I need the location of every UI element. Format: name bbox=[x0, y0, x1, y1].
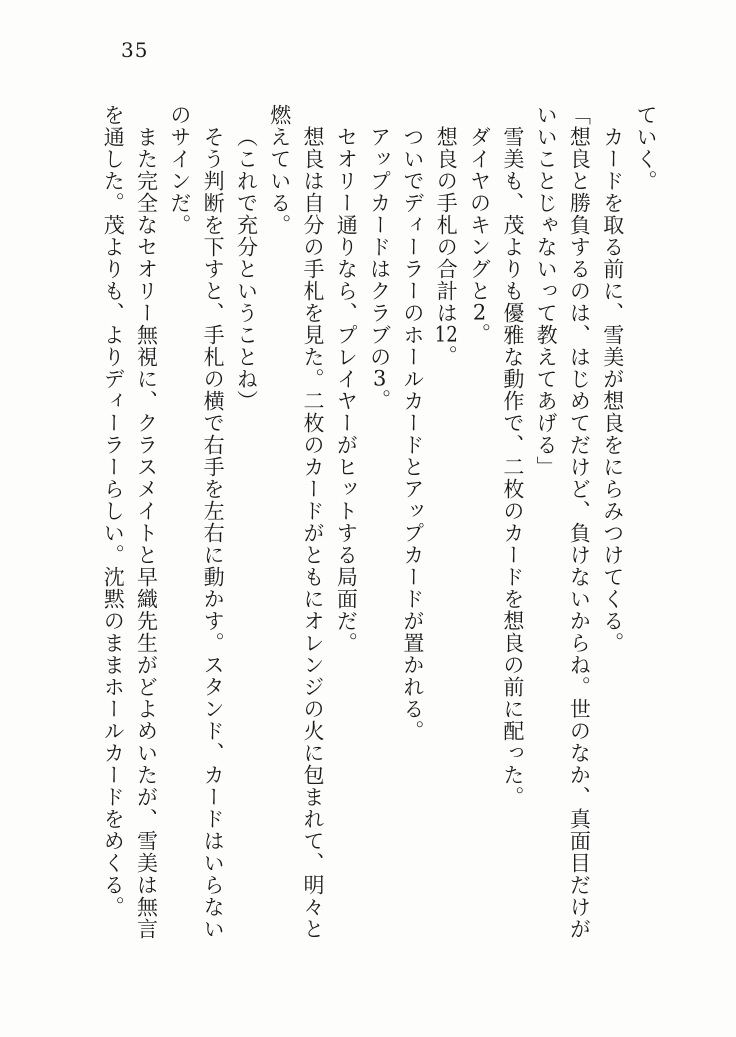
text-line: のサインだ。 bbox=[167, 104, 192, 236]
tatechuyoko-number: 2 bbox=[472, 302, 487, 323]
text-line: ダイヤのキングと2。 bbox=[467, 126, 492, 345]
text-line: 想良の手札の合計は12。 bbox=[434, 126, 459, 367]
text-line: また完全なセオリー無視に、クラスメイトと早織先生がどよめいたが、雪美は無言 bbox=[134, 126, 159, 940]
text-line: 想良は自分の手札を見た。二枚のカードがともにオレンジの火に包まれて、明々と bbox=[301, 126, 326, 940]
tatechuyoko-number: 3 bbox=[372, 368, 387, 389]
vertical-text-block bbox=[96, 104, 662, 944]
text-line: 「想良と勝負するのは、はじめてだけど、負けないからね。世のなか、真面目だけが bbox=[567, 104, 592, 940]
text-line: セオリー通りなら、プレイヤーがヒットする局面だ。 bbox=[334, 126, 359, 654]
tatechuyoko-number: 12 bbox=[434, 324, 458, 345]
text-line: 燃えている。 bbox=[267, 104, 292, 236]
text-line: ついでディーラーのホールカードとアップカードが置かれる。 bbox=[400, 126, 425, 742]
text-line: カードを取る前に、雪美が想良をにらみつけてくる。 bbox=[600, 126, 625, 654]
text-line: いいことじゃないって教えてあげる」 bbox=[534, 104, 559, 478]
text-line: 雪美も、茂よりも優雅な動作で、二枚のカードを想良の前に配った。 bbox=[500, 126, 525, 808]
text-line: アップカードはクラブの3。 bbox=[367, 126, 392, 411]
text-line: そう判断を下すと、手札の横で右手を左右に動かす。スタンド、カードはいらない bbox=[201, 126, 226, 940]
text-line: を通した。茂よりも、よりディーラーらしい。沈黙のままホールカードをめくる。 bbox=[101, 104, 126, 918]
page-number: 35 bbox=[121, 38, 149, 62]
text-line: ていく。 bbox=[634, 104, 658, 192]
text-line: （これで充分ということね） bbox=[234, 126, 259, 412]
